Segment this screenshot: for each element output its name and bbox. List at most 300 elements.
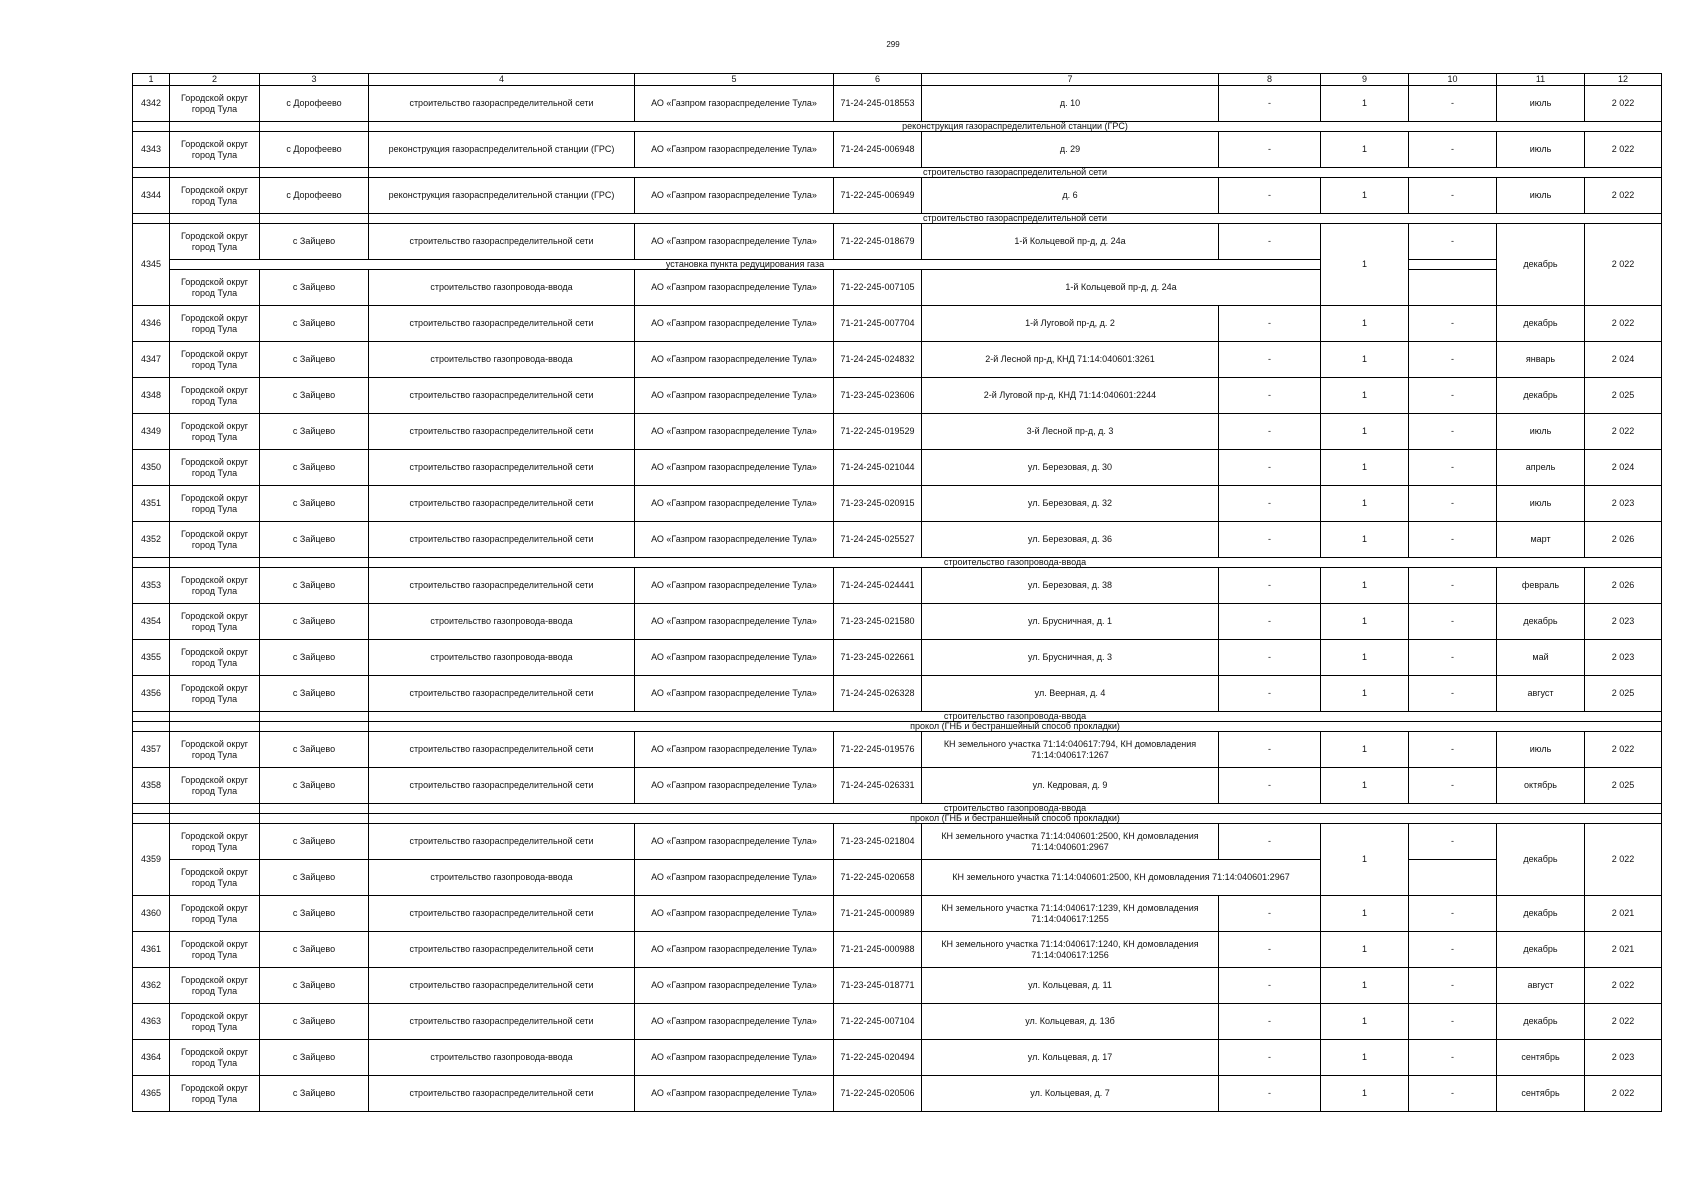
table-note-row xyxy=(133,712,1662,722)
table-row xyxy=(133,486,1662,522)
organization-cell: АО «Газпром газораспределение Тула» xyxy=(635,732,834,768)
month-cell: август xyxy=(1497,968,1585,1004)
work-type-cell: реконструкция газораспределительной станции (ГРС) xyxy=(369,132,635,168)
month-cell: сентябрь xyxy=(1497,1040,1585,1076)
row-number: 4344 xyxy=(133,178,170,214)
col10-cell: - xyxy=(1409,450,1497,486)
table-row xyxy=(133,86,1662,122)
table-row xyxy=(133,968,1662,1004)
district-cell: Городской округ город Тула xyxy=(170,178,260,214)
work-type-cell: строительство газораспределительной сети xyxy=(369,306,635,342)
row-number: 4354 xyxy=(133,604,170,640)
column-header: 3 xyxy=(260,74,369,86)
address-cell: КН земельного участка 71:14:040601:2500, КН домовладения 71:14:040601:2967 xyxy=(922,824,1219,860)
work-type-cell: строительство газораспределительной сети xyxy=(369,896,635,932)
note-spacer xyxy=(133,804,170,814)
col9-cell: 1 xyxy=(1321,178,1409,214)
table-header-row xyxy=(133,74,1662,86)
code-cell: 71-23-245-021804 xyxy=(834,824,922,860)
work-type-cell: строительство газопровода-ввода xyxy=(369,640,635,676)
address-cell: 1-й Кольцевой пр-д, д. 24а xyxy=(922,224,1219,260)
year-cell: 2 025 xyxy=(1585,378,1662,414)
month-cell: декабрь xyxy=(1497,378,1585,414)
month-cell: июль xyxy=(1497,732,1585,768)
row-number: 4345 xyxy=(133,224,170,306)
district-cell: Городской округ город Тула xyxy=(170,568,260,604)
year-cell: 2 024 xyxy=(1585,450,1662,486)
month-cell: август xyxy=(1497,676,1585,712)
month-cell: май xyxy=(1497,640,1585,676)
col10-cell: - xyxy=(1409,1076,1497,1112)
code-cell: 71-23-245-023606 xyxy=(834,378,922,414)
code-cell: 71-24-245-026328 xyxy=(834,676,922,712)
work-type-cell: строительство газопровода-ввода xyxy=(369,604,635,640)
col9-cell: 1 xyxy=(1321,378,1409,414)
organization-cell: АО «Газпром газораспределение Тула» xyxy=(635,486,834,522)
note-spacer xyxy=(170,814,260,824)
address-cell: ул. Кольцевая, д. 17 xyxy=(922,1040,1219,1076)
column-header: 7 xyxy=(922,74,1219,86)
note-text: реконструкция газораспределительной станции (ГРС) xyxy=(369,122,1662,132)
district-cell: Городской округ город Тула xyxy=(170,224,260,260)
note-spacer xyxy=(133,122,170,132)
settlement-cell: с Зайцево xyxy=(260,378,369,414)
note-spacer xyxy=(1409,260,1497,270)
table-row xyxy=(133,178,1662,214)
year-cell: 2 022 xyxy=(1585,1076,1662,1112)
col10-cell: - xyxy=(1409,378,1497,414)
organization-cell: АО «Газпром газораспределение Тула» xyxy=(635,568,834,604)
table-row xyxy=(133,604,1662,640)
month-cell: июль xyxy=(1497,414,1585,450)
settlement-cell: с Зайцево xyxy=(260,1040,369,1076)
table-note-row xyxy=(133,122,1662,132)
col8-cell: - xyxy=(1219,604,1321,640)
col9-cell: 1 xyxy=(1321,1040,1409,1076)
settlement-cell: с Зайцево xyxy=(260,522,369,558)
settlement-cell: с Зайцево xyxy=(260,450,369,486)
code-cell: 71-24-245-026331 xyxy=(834,768,922,804)
district-cell: Городской округ город Тула xyxy=(170,378,260,414)
year-cell: 2 025 xyxy=(1585,676,1662,712)
table-row xyxy=(133,414,1662,450)
row-number: 4347 xyxy=(133,342,170,378)
col10-cell: - xyxy=(1409,86,1497,122)
organization-cell: АО «Газпром газораспределение Тула» xyxy=(635,450,834,486)
note-spacer xyxy=(170,722,260,732)
row-number: 4342 xyxy=(133,86,170,122)
settlement-cell: с Зайцево xyxy=(260,306,369,342)
column-header: 1 xyxy=(133,74,170,86)
settlement-cell: с Зайцево xyxy=(260,414,369,450)
work-type-cell: строительство газораспределительной сети xyxy=(369,378,635,414)
work-type-cell: строительство газораспределительной сети xyxy=(369,224,635,260)
column-header: 4 xyxy=(369,74,635,86)
row-number: 4349 xyxy=(133,414,170,450)
note-spacer xyxy=(170,558,260,568)
col8-cell: - xyxy=(1219,968,1321,1004)
organization-cell: АО «Газпром газораспределение Тула» xyxy=(635,378,834,414)
col8-cell: - xyxy=(1219,732,1321,768)
col8-cell: - xyxy=(1219,414,1321,450)
row-number: 4360 xyxy=(133,896,170,932)
note-spacer xyxy=(260,804,369,814)
table-row xyxy=(133,640,1662,676)
row-number: 4346 xyxy=(133,306,170,342)
col10-cell: - xyxy=(1409,132,1497,168)
year-cell: 2 022 xyxy=(1585,414,1662,450)
district-cell: Городской округ город Тула xyxy=(170,640,260,676)
table-row xyxy=(133,1040,1662,1076)
col10-cell: - xyxy=(1409,1004,1497,1040)
year-cell: 2 022 xyxy=(1585,224,1662,306)
year-cell: 2 021 xyxy=(1585,932,1662,968)
year-cell: 2 026 xyxy=(1585,568,1662,604)
col8-cell: - xyxy=(1219,824,1321,860)
settlement-cell: с Дорофеево xyxy=(260,132,369,168)
col9-cell: 1 xyxy=(1321,732,1409,768)
organization-cell: АО «Газпром газораспределение Тула» xyxy=(635,342,834,378)
district-cell: Городской округ город Тула xyxy=(170,342,260,378)
table-row xyxy=(133,450,1662,486)
col10-cell: - xyxy=(1409,568,1497,604)
row-number: 4357 xyxy=(133,732,170,768)
col10-cell: - xyxy=(1409,640,1497,676)
month-cell: июль xyxy=(1497,178,1585,214)
col9-cell: 1 xyxy=(1321,896,1409,932)
note-spacer xyxy=(260,712,369,722)
col9-cell: 1 xyxy=(1321,824,1409,896)
work-type-cell: строительство газораспределительной сети xyxy=(369,568,635,604)
col10-cell: - xyxy=(1409,486,1497,522)
table-row xyxy=(133,896,1662,932)
column-header: 5 xyxy=(635,74,834,86)
district-cell: Городской округ город Тула xyxy=(170,86,260,122)
district-cell: Городской округ город Тула xyxy=(170,896,260,932)
organization-cell: АО «Газпром газораспределение Тула» xyxy=(635,676,834,712)
address-cell: КН земельного участка 71:14:040617:1239, КН домовладения 71:14:040617:1255 xyxy=(922,896,1219,932)
col10-cell: - xyxy=(1409,676,1497,712)
code-cell: 71-23-245-020915 xyxy=(834,486,922,522)
col9-cell: 1 xyxy=(1321,968,1409,1004)
col8-cell: - xyxy=(1219,1040,1321,1076)
table-row xyxy=(133,270,1662,306)
year-cell: 2 022 xyxy=(1585,86,1662,122)
district-cell: Городской округ город Тула xyxy=(170,932,260,968)
address-cell: д. 29 xyxy=(922,132,1219,168)
col9-cell: 1 xyxy=(1321,522,1409,558)
district-cell: Городской округ город Тула xyxy=(170,824,260,860)
month-cell: июль xyxy=(1497,132,1585,168)
col9-cell: 1 xyxy=(1321,486,1409,522)
organization-cell: АО «Газпром газораспределение Тула» xyxy=(635,86,834,122)
address-cell: ул. Кедровая, д. 9 xyxy=(922,768,1219,804)
table-row xyxy=(133,768,1662,804)
month-cell: декабрь xyxy=(1497,224,1585,306)
col8-cell: - xyxy=(1219,86,1321,122)
column-header: 12 xyxy=(1585,74,1662,86)
year-cell: 2 026 xyxy=(1585,522,1662,558)
address-cell: ул. Кольцевая, д. 13б xyxy=(922,1004,1219,1040)
month-cell: июль xyxy=(1497,86,1585,122)
row-number: 4361 xyxy=(133,932,170,968)
address-cell: ул. Брусничная, д. 1 xyxy=(922,604,1219,640)
organization-cell: АО «Газпром газораспределение Тула» xyxy=(635,270,834,306)
district-cell: Городской округ город Тула xyxy=(170,968,260,1004)
work-type-cell: строительство газораспределительной сети xyxy=(369,824,635,860)
row-number: 4356 xyxy=(133,676,170,712)
table-note-row xyxy=(133,260,1662,270)
work-type-cell: строительство газораспределительной сети xyxy=(369,932,635,968)
code-cell: 71-22-245-020658 xyxy=(834,860,922,896)
row-number: 4362 xyxy=(133,968,170,1004)
note-spacer xyxy=(133,168,170,178)
col10-cell xyxy=(1409,270,1497,306)
work-type-cell: строительство газопровода-ввода xyxy=(369,860,635,896)
note-text: строительство газораспределительной сети xyxy=(369,214,1662,224)
organization-cell: АО «Газпром газораспределение Тула» xyxy=(635,604,834,640)
col10-cell: - xyxy=(1409,522,1497,558)
settlement-cell: с Зайцево xyxy=(260,968,369,1004)
note-spacer xyxy=(170,122,260,132)
note-spacer xyxy=(260,122,369,132)
table-row xyxy=(133,522,1662,558)
note-spacer xyxy=(260,214,369,224)
col9-cell: 1 xyxy=(1321,306,1409,342)
row-number: 4343 xyxy=(133,132,170,168)
table-note-row xyxy=(133,814,1662,824)
row-number: 4355 xyxy=(133,640,170,676)
table-row xyxy=(133,732,1662,768)
table-row xyxy=(133,132,1662,168)
register-table xyxy=(132,73,1662,1112)
year-cell: 2 023 xyxy=(1585,486,1662,522)
col8-cell: - xyxy=(1219,1076,1321,1112)
address-cell: 3-й Лесной пр-д, д. 3 xyxy=(922,414,1219,450)
code-cell: 71-24-245-006948 xyxy=(834,132,922,168)
address-cell: 1-й Луговой пр-д, д. 2 xyxy=(922,306,1219,342)
note-spacer xyxy=(170,712,260,722)
col9-cell: 1 xyxy=(1321,932,1409,968)
address-cell: ул. Березовая, д. 36 xyxy=(922,522,1219,558)
code-cell: 71-23-245-022661 xyxy=(834,640,922,676)
district-cell: Городской округ город Тула xyxy=(170,860,260,896)
year-cell: 2 022 xyxy=(1585,178,1662,214)
col9-cell: 1 xyxy=(1321,604,1409,640)
row-number: 4363 xyxy=(133,1004,170,1040)
work-type-cell: строительство газопровода-ввода xyxy=(369,270,635,306)
settlement-cell: с Дорофеево xyxy=(260,178,369,214)
col9-cell: 1 xyxy=(1321,640,1409,676)
col9-cell: 1 xyxy=(1321,450,1409,486)
column-header: 2 xyxy=(170,74,260,86)
note-spacer xyxy=(133,814,170,824)
col8-cell: - xyxy=(1219,178,1321,214)
col10-cell: - xyxy=(1409,1040,1497,1076)
table-row xyxy=(133,378,1662,414)
col8-cell: - xyxy=(1219,132,1321,168)
col9-cell: 1 xyxy=(1321,342,1409,378)
district-cell: Городской округ город Тула xyxy=(170,522,260,558)
settlement-cell: с Зайцево xyxy=(260,932,369,968)
code-cell: 71-22-245-007104 xyxy=(834,1004,922,1040)
note-spacer xyxy=(133,214,170,224)
district-cell: Городской округ город Тула xyxy=(170,604,260,640)
work-type-cell: строительство газораспределительной сети xyxy=(369,968,635,1004)
note-spacer xyxy=(133,558,170,568)
code-cell: 71-22-245-020494 xyxy=(834,1040,922,1076)
district-cell: Городской округ город Тула xyxy=(170,732,260,768)
work-type-cell: строительство газораспределительной сети xyxy=(369,522,635,558)
col8-cell: - xyxy=(1219,676,1321,712)
table-row xyxy=(133,824,1662,860)
code-cell: 71-22-245-006949 xyxy=(834,178,922,214)
month-cell: апрель xyxy=(1497,450,1585,486)
col8-cell: - xyxy=(1219,768,1321,804)
month-cell: январь xyxy=(1497,342,1585,378)
code-cell: 71-22-245-019529 xyxy=(834,414,922,450)
organization-cell: АО «Газпром газораспределение Тула» xyxy=(635,640,834,676)
year-cell: 2 022 xyxy=(1585,968,1662,1004)
address-cell: ул. Кольцевая, д. 11 xyxy=(922,968,1219,1004)
organization-cell: АО «Газпром газораспределение Тула» xyxy=(635,968,834,1004)
note-text: строительство газопровода-ввода xyxy=(369,712,1662,722)
col9-cell: 1 xyxy=(1321,676,1409,712)
column-header: 10 xyxy=(1409,74,1497,86)
address-cell: д. 10 xyxy=(922,86,1219,122)
col9-cell: 1 xyxy=(1321,224,1409,306)
month-cell: июль xyxy=(1497,486,1585,522)
note-spacer xyxy=(260,558,369,568)
work-type-cell: строительство газораспределительной сети xyxy=(369,732,635,768)
table-note-row xyxy=(133,214,1662,224)
col8-cell: - xyxy=(1219,378,1321,414)
col10-cell: - xyxy=(1409,414,1497,450)
table-row xyxy=(133,306,1662,342)
column-header: 8 xyxy=(1219,74,1321,86)
settlement-cell: с Зайцево xyxy=(260,768,369,804)
code-cell: 71-23-245-018771 xyxy=(834,968,922,1004)
col9-cell: 1 xyxy=(1321,768,1409,804)
note-text: установка пункта редуцирования газа xyxy=(170,260,1321,270)
year-cell: 2 021 xyxy=(1585,896,1662,932)
settlement-cell: с Зайцево xyxy=(260,860,369,896)
organization-cell: АО «Газпром газораспределение Тула» xyxy=(635,178,834,214)
col10-cell: - xyxy=(1409,604,1497,640)
col9-cell: 1 xyxy=(1321,1076,1409,1112)
year-cell: 2 022 xyxy=(1585,306,1662,342)
row-number: 4351 xyxy=(133,486,170,522)
address-cell: ул. Кольцевая, д. 7 xyxy=(922,1076,1219,1112)
row-number: 4364 xyxy=(133,1040,170,1076)
code-cell: 71-22-245-020506 xyxy=(834,1076,922,1112)
year-cell: 2 023 xyxy=(1585,640,1662,676)
settlement-cell: с Зайцево xyxy=(260,896,369,932)
col10-cell: - xyxy=(1409,824,1497,860)
address-cell: ул. Березовая, д. 32 xyxy=(922,486,1219,522)
col9-cell: 1 xyxy=(1321,86,1409,122)
note-text: строительство газопровода-ввода xyxy=(369,804,1662,814)
col8-cell: - xyxy=(1219,1004,1321,1040)
address-cell: 1-й Кольцевой пр-д, д. 24а xyxy=(922,270,1321,306)
col9-cell: 1 xyxy=(1321,414,1409,450)
code-cell: 71-22-245-019576 xyxy=(834,732,922,768)
col8-cell: - xyxy=(1219,896,1321,932)
organization-cell: АО «Газпром газораспределение Тула» xyxy=(635,522,834,558)
col8-cell: - xyxy=(1219,306,1321,342)
organization-cell: АО «Газпром газораспределение Тула» xyxy=(635,860,834,896)
organization-cell: АО «Газпром газораспределение Тула» xyxy=(635,132,834,168)
district-cell: Городской округ город Тула xyxy=(170,1004,260,1040)
settlement-cell: с Зайцево xyxy=(260,640,369,676)
work-type-cell: строительство газораспределительной сети xyxy=(369,676,635,712)
col8-cell: - xyxy=(1219,342,1321,378)
work-type-cell: строительство газораспределительной сети xyxy=(369,414,635,450)
table-row xyxy=(133,1004,1662,1040)
organization-cell: АО «Газпром газораспределение Тула» xyxy=(635,224,834,260)
district-cell: Городской округ город Тула xyxy=(170,1040,260,1076)
work-type-cell: строительство газораспределительной сети xyxy=(369,1004,635,1040)
address-cell: КН земельного участка 71:14:040617:794, КН домовладения 71:14:040617:1267 xyxy=(922,732,1219,768)
address-cell: 2-й Лесной пр-д, КНД 71:14:040601:3261 xyxy=(922,342,1219,378)
organization-cell: АО «Газпром газораспределение Тула» xyxy=(635,768,834,804)
settlement-cell: с Зайцево xyxy=(260,1076,369,1112)
table-row xyxy=(133,224,1662,260)
col8-cell: - xyxy=(1219,640,1321,676)
table-note-row xyxy=(133,168,1662,178)
district-cell: Городской округ город Тула xyxy=(170,676,260,712)
year-cell: 2 023 xyxy=(1585,604,1662,640)
month-cell: март xyxy=(1497,522,1585,558)
address-cell: 2-й Луговой пр-д, КНД 71:14:040601:2244 xyxy=(922,378,1219,414)
year-cell: 2 024 xyxy=(1585,342,1662,378)
code-cell: 71-21-245-007704 xyxy=(834,306,922,342)
code-cell: 71-21-245-000989 xyxy=(834,896,922,932)
address-cell: ул. Брусничная, д. 3 xyxy=(922,640,1219,676)
table-row xyxy=(133,568,1662,604)
col10-cell: - xyxy=(1409,768,1497,804)
address-cell: ул. Веерная, д. 4 xyxy=(922,676,1219,712)
settlement-cell: с Дорофеево xyxy=(260,86,369,122)
table-note-row xyxy=(133,804,1662,814)
organization-cell: АО «Газпром газораспределение Тула» xyxy=(635,824,834,860)
settlement-cell: с Зайцево xyxy=(260,824,369,860)
month-cell: декабрь xyxy=(1497,1004,1585,1040)
col9-cell: 1 xyxy=(1321,132,1409,168)
district-cell: Городской округ город Тула xyxy=(170,270,260,306)
work-type-cell: реконструкция газораспределительной станции (ГРС) xyxy=(369,178,635,214)
work-type-cell: строительство газораспределительной сети xyxy=(369,86,635,122)
code-cell: 71-22-245-007105 xyxy=(834,270,922,306)
organization-cell: АО «Газпром газораспределение Тула» xyxy=(635,896,834,932)
table-row xyxy=(133,1076,1662,1112)
organization-cell: АО «Газпром газораспределение Тула» xyxy=(635,1004,834,1040)
col10-cell: - xyxy=(1409,306,1497,342)
note-spacer xyxy=(133,712,170,722)
note-text: прокол (ГНБ и бестраншейный способ прокладки) xyxy=(369,814,1662,824)
column-header: 9 xyxy=(1321,74,1409,86)
year-cell: 2 022 xyxy=(1585,824,1662,896)
col8-cell: - xyxy=(1219,568,1321,604)
col10-cell: - xyxy=(1409,224,1497,260)
row-number: 4365 xyxy=(133,1076,170,1112)
month-cell: декабрь xyxy=(1497,932,1585,968)
code-cell: 71-24-245-018553 xyxy=(834,86,922,122)
address-cell: ул. Березовая, д. 30 xyxy=(922,450,1219,486)
col8-cell: - xyxy=(1219,932,1321,968)
code-cell: 71-24-245-024441 xyxy=(834,568,922,604)
note-spacer xyxy=(260,168,369,178)
